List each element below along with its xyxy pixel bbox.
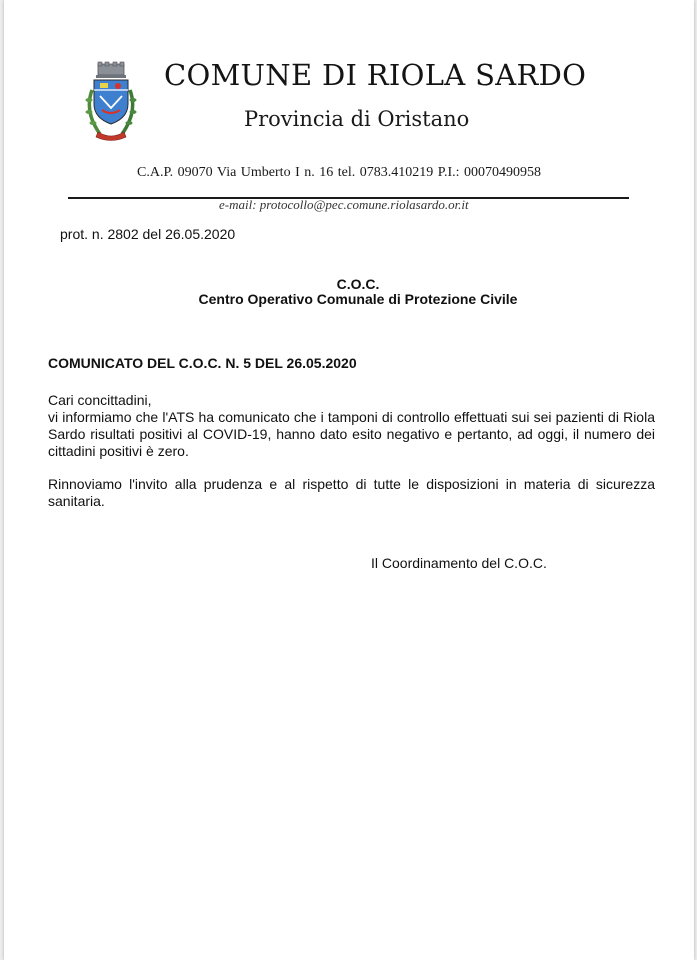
body-paragraph-1: vi informiamo che l'ATS ha comunicato che i tamponi di controllo effettuati sui sei pazienti di Riola Sardo risultati positivi al COVID-19, hanno dato esito negativo e pertanto, ad oggi, il numero dei cittadini positivi è zero. — [48, 409, 655, 459]
municipality-title: COMUNE DI RIOLA SARDO — [164, 58, 587, 92]
coc-abbreviation: C.O.C. — [336, 276, 380, 292]
communique-heading: COMUNICATO DEL C.O.C. N. 5 DEL 26.05.2020 — [48, 355, 357, 371]
email-line: e-mail: protocollo@pec.comune.riolasardo.or.it — [219, 197, 469, 212]
signature: Il Coordinamento del C.O.C. — [371, 555, 547, 571]
province-subtitle: Provincia di Oristano — [244, 107, 470, 131]
coc-full-name: Centro Operativo Comunale di Protezione Civile — [198, 291, 518, 307]
protocol-number: prot. n. 2802 del 26.05.2020 — [60, 226, 236, 242]
contact-info-line: C.A.P. 09070 Via Umberto I n. 16 tel. 0783.410219 P.I.: 00070490958 — [137, 165, 542, 180]
greeting-text: Cari concittadini, — [48, 392, 152, 408]
body-paragraph-2: Rinnoviamo l'invito alla prudenza e al rispetto di tutte le disposizioni in materia di sicurezza sanitaria. — [48, 476, 655, 509]
document-page — [4, 0, 694, 960]
municipal-coat-of-arms-icon — [80, 60, 142, 146]
